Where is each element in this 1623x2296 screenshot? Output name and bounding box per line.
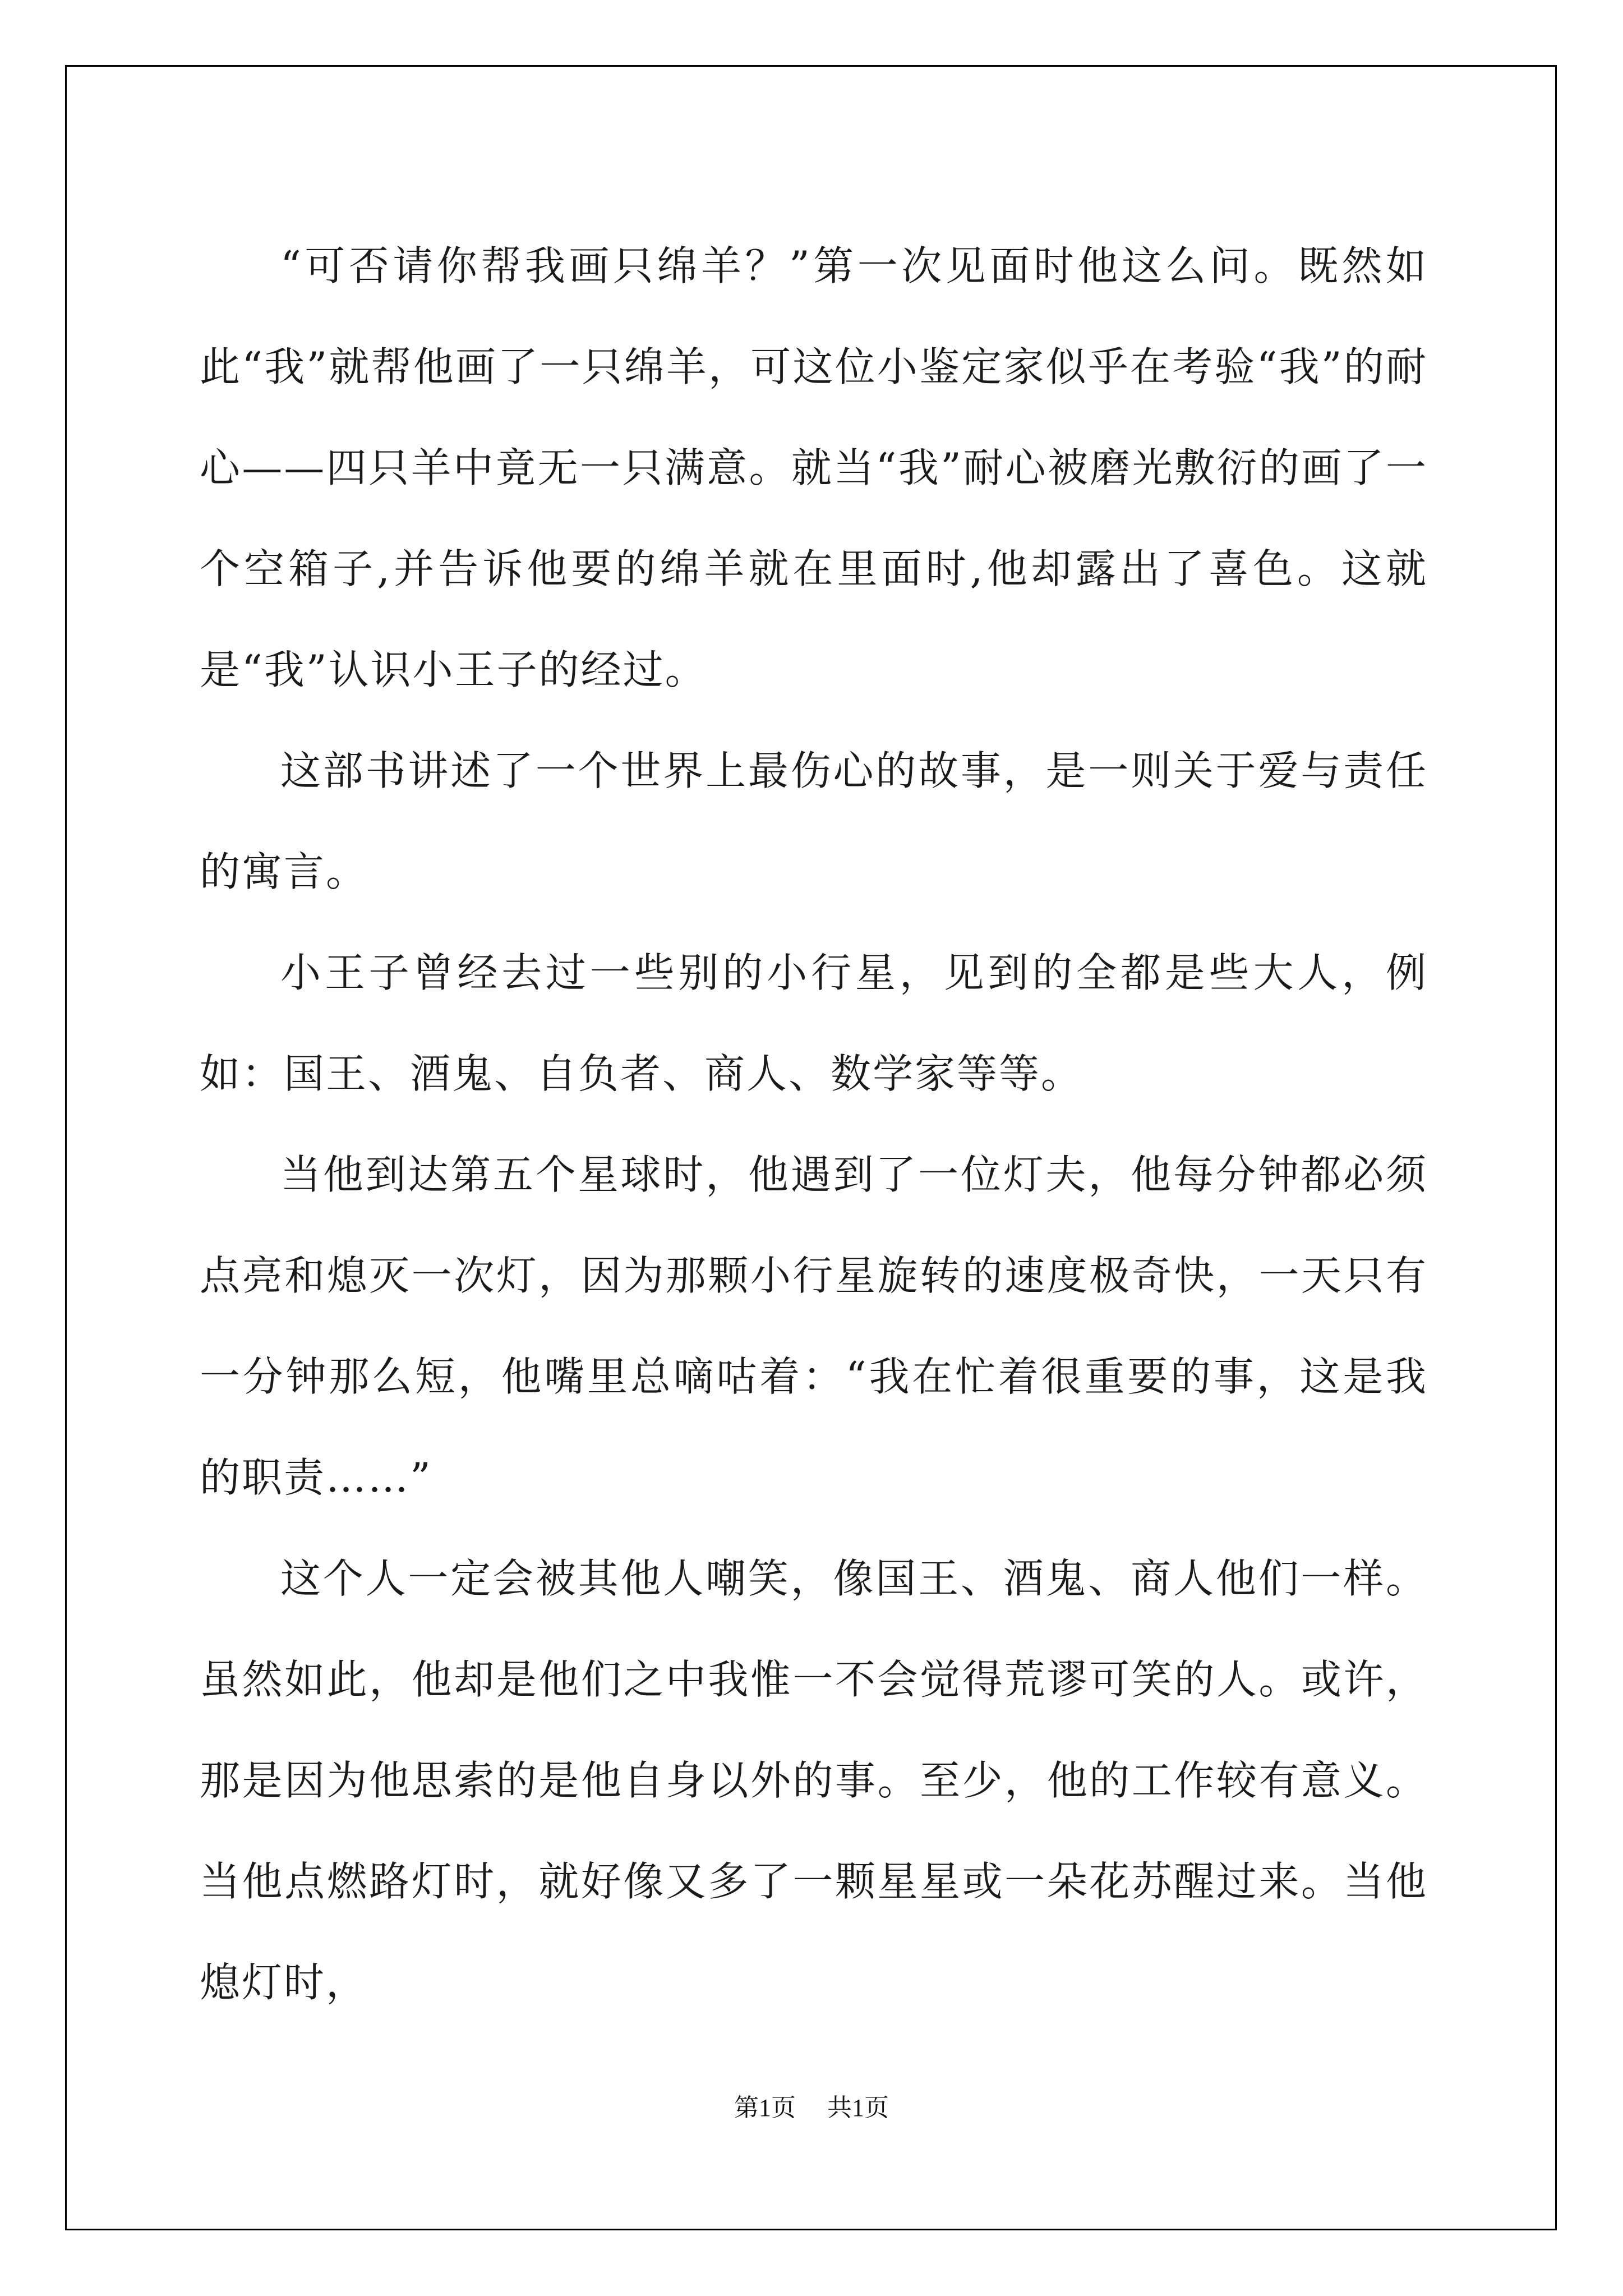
total-pages-label: 共1页 bbox=[827, 2094, 889, 2122]
document-body bbox=[200, 215, 1428, 2033]
paragraph-3: 小王子曾经去过一些别的小行星，见到的全都是些大人，例如：国王、酒鬼、自负者、商人、数学家等等。 bbox=[200, 949, 1428, 1097]
paragraph-2: 这部书讲述了一个世界上最伤心的故事，是一则关于爱与责任的寓言。 bbox=[200, 747, 1428, 895]
paragraph-1: “可否请你帮我画只绵羊？”第一次见面时他这么问。既然如此“我”就帮他画了一只绵羊，可这位小鉴定家似乎在考验“我”的耐心——四只羊中竟无一只满意。就当“我”耐心被磨光敷衍的画了一个空箱子,并告诉他要的绵羊就在里面时,他却露出了喜色。这就是“我”认识小王子的经过。 bbox=[200, 242, 1428, 693]
paragraph-4: 当他到达第五个星球时，他遇到了一位灯夫，他每分钟都必须点亮和熄灭一次灯，因为那颗小行星旋转的速度极奇快，一天只有一分钟那么短，他嘴里总嘀咕着：“我在忙着很重要的事，这是我的职责……” bbox=[200, 1151, 1428, 1501]
paragraph-5: 这个人一定会被其他人嘲笑，像国王、酒鬼、商人他们一样。虽然如此，他却是他们之中我惟一不会觉得荒谬可笑的人。或许，那是因为他思索的是他自身以外的事。至少，他的工作较有意义。当他点燃路灯时，就好像又多了一颗星星或一朵花苏醒过来。当他熄灯时， bbox=[200, 1555, 1428, 2006]
current-page-label: 第1页 bbox=[734, 2094, 796, 2122]
page-footer bbox=[0, 2091, 1623, 2125]
